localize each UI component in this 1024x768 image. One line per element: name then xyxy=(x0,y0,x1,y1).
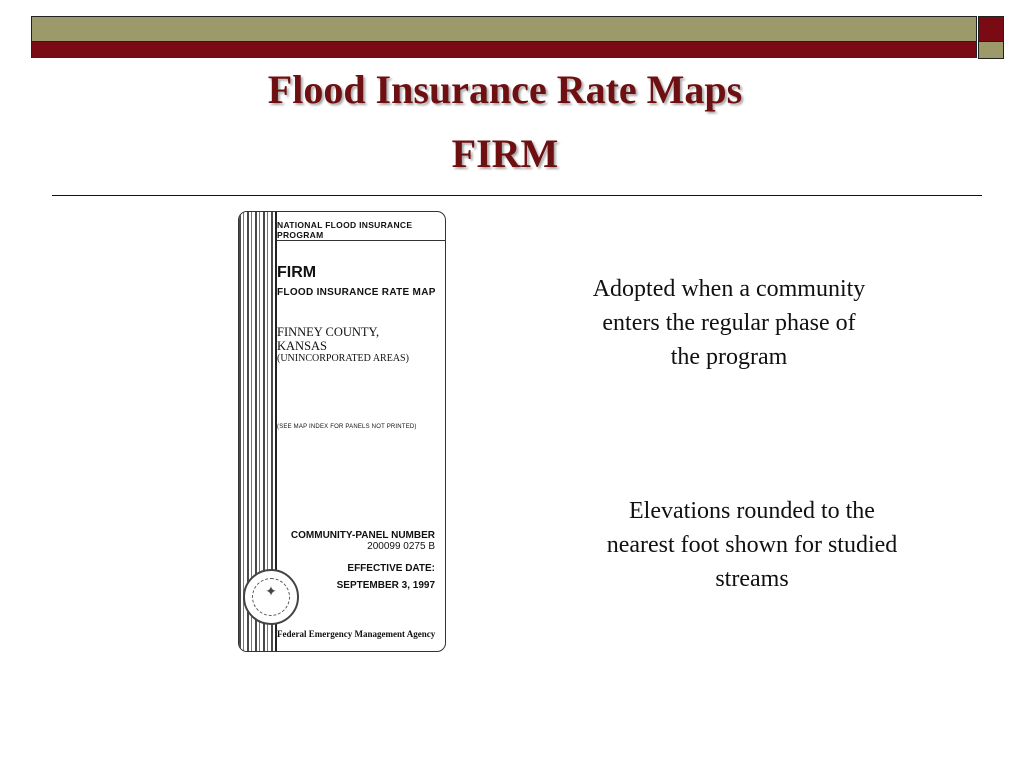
cover-firm: FIRM xyxy=(277,264,317,281)
cover-program: NATIONAL FLOOD INSURANCE PROGRAM xyxy=(277,220,413,240)
title-divider xyxy=(52,195,982,196)
bullet-text-elevations: Elevations rounded to the nearest foot shown for studied streams xyxy=(606,498,898,592)
corner-square-olive xyxy=(978,41,1004,59)
cover-community-panel-number: 200099 0275 B xyxy=(367,541,435,552)
cover-county: FINNEY COUNTY, xyxy=(277,325,380,339)
corner-square-maroon xyxy=(978,16,1004,42)
cover-see-map-index: (SEE MAP INDEX FOR PANELS NOT PRINTED) xyxy=(277,424,417,430)
firm-cover-image xyxy=(238,211,446,652)
cover-effective-date-label: EFFECTIVE DATE: xyxy=(347,563,435,574)
bullet-text-adopted: Adopted when a community enters the regular phase of the program xyxy=(592,276,866,370)
header-bar-maroon xyxy=(32,41,976,58)
cover-full-name: FLOOD INSURANCE RATE MAP xyxy=(277,287,436,298)
cover-divider xyxy=(277,240,445,241)
header-bar xyxy=(31,16,977,58)
fema-seal-icon: ✦ xyxy=(243,569,299,625)
cover-effective-date: SEPTEMBER 3, 1997 xyxy=(336,580,435,591)
cover-area: (UNINCORPORATED AREAS) xyxy=(277,353,409,364)
slide-title: Flood Insurance Rate Maps xyxy=(267,67,743,112)
cover-community-panel-label: COMMUNITY-PANEL NUMBER xyxy=(290,530,435,541)
header-bar-olive xyxy=(32,17,976,41)
cover-agency: Federal Emergency Management Agency xyxy=(277,629,436,639)
cover-state: KANSAS xyxy=(277,339,328,353)
slide-subtitle: FIRM xyxy=(451,131,559,176)
